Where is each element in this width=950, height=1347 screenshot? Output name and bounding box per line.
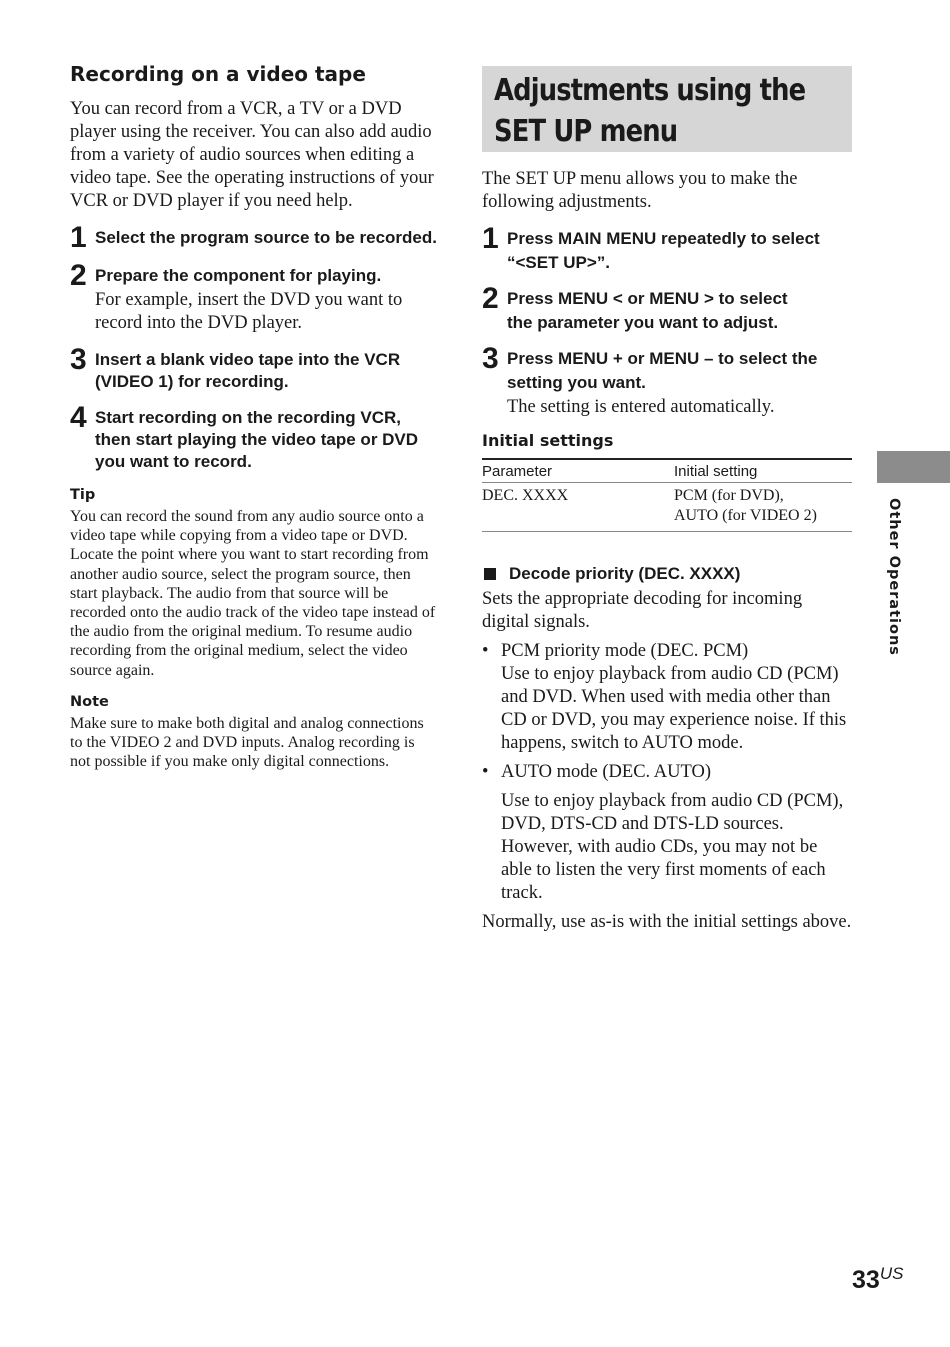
step-1	[70, 221, 438, 254]
bullet-icon: •	[482, 762, 489, 782]
decode-priority-title: Decode priority (DEC. XXXX)	[509, 564, 741, 583]
page-number-value: 33	[852, 1266, 880, 1294]
parameter-cell: DEC. XXXX	[482, 483, 674, 532]
banner-title-line-1: Adjustments using the	[494, 73, 806, 108]
list-item	[482, 761, 852, 905]
column-header-parameter: Parameter	[482, 459, 674, 483]
setup-step-2	[482, 282, 852, 334]
initial-settings-heading: Initial settings	[482, 431, 614, 450]
step-note: The setting is entered automatically.	[507, 397, 775, 417]
note-heading: Note	[70, 693, 109, 710]
step-label-line-2: “<SET UP>”.	[507, 253, 610, 272]
step-note: For example, insert the DVD you want to record into the DVD player.	[95, 290, 403, 333]
table-header-row	[482, 459, 852, 483]
step-number: 2	[482, 282, 499, 315]
step-label-line-1: Press MENU + or MENU – to select the	[507, 349, 818, 368]
intro-paragraph: You can record from a VCR, a TV or a DVD player using the receiver. You can also add audio from a variety of audio sources when editing a video tape. See the operating instructions of your VCR or DVD player if you need help.	[70, 99, 434, 211]
step-number: 2	[70, 259, 87, 292]
initial-setting-line-1: PCM (for DVD),	[674, 487, 784, 504]
right-column	[482, 66, 852, 934]
initial-setting-line-2: AUTO (for VIDEO 2)	[674, 507, 817, 524]
note-text: Make sure to make both digital and analog connections to the VIDEO 2 and DVD inputs. Analog recording is not possible if you make only digital connections.	[70, 714, 424, 771]
tip-heading: Tip	[70, 487, 96, 503]
mode-description: Use to enjoy playback from audio CD (PCM) and DVD. When used with media other than CD or DVD, you may experience noise. If this happens, switch to AUTO mode.	[501, 664, 847, 753]
setup-step-3	[482, 342, 852, 419]
step-label-line-1: Press MAIN MENU repeatedly to select	[507, 229, 820, 248]
step-number: 1	[482, 222, 499, 255]
list-item	[482, 640, 852, 755]
step-4	[70, 401, 438, 473]
tip-text: You can record the sound from any audio source onto a video tape while copying from a video tape or DVD. Locate the point where you want to start recording from another audio source, select the program source, then start playback. The audio from that source will be recorded onto the audio track of the video tape instead of the audio from the original medium. To resume audio recording from the original medium, select the video source again.	[70, 508, 436, 679]
step-label-line-2: setting you want.	[507, 373, 646, 392]
page-number	[852, 1266, 903, 1295]
step-3	[70, 343, 438, 393]
setup-intro: The SET UP menu allows you to make the following adjustments.	[482, 169, 798, 212]
decode-priority-heading	[482, 564, 852, 584]
step-number: 3	[70, 343, 87, 376]
initial-setting-cell	[674, 483, 852, 532]
page-number-suffix: US	[879, 1264, 904, 1283]
step-label: Select the program source to be recorded.	[95, 228, 437, 247]
initial-settings-table	[482, 458, 852, 532]
table-row	[482, 483, 852, 532]
mode-description: Use to enjoy playback from audio CD (PCM), DVD, DTS-CD and DTS-LD sources. However, with audio CDs, you may not be able to listen the very first moments of each track.	[501, 791, 844, 903]
mode-title: PCM priority mode (DEC. PCM)	[501, 641, 749, 661]
decode-description: Sets the appropriate decoding for incoming digital signals.	[482, 589, 803, 632]
bullet-icon: •	[482, 641, 489, 661]
side-tab-marker	[877, 451, 950, 483]
closing-paragraph: Normally, use as-is with the initial settings above.	[482, 912, 852, 932]
step-label-line-2: the parameter you want to adjust.	[507, 313, 779, 332]
banner-title-line-2: SET UP menu	[494, 114, 678, 149]
section-title: Recording on a video tape	[70, 62, 366, 86]
left-column	[70, 62, 438, 771]
mode-title: AUTO mode (DEC. AUTO)	[501, 762, 711, 782]
step-label-line-1: Press MENU < or MENU > to select	[507, 289, 788, 308]
step-number: 4	[70, 401, 87, 434]
step-number: 1	[70, 221, 87, 254]
square-bullet-icon	[484, 568, 496, 580]
step-label: Insert a blank video tape into the VCR (VIDEO 1) for recording.	[95, 350, 401, 391]
side-tab-label: Other Operations	[886, 498, 902, 656]
setup-step-1	[482, 222, 852, 274]
mode-list	[482, 640, 852, 905]
step-label: Prepare the component for playing.	[95, 266, 382, 285]
step-number: 3	[482, 342, 499, 375]
title-banner	[482, 66, 852, 152]
column-header-initial-setting: Initial setting	[674, 459, 852, 483]
step-label: Start recording on the recording VCR, then start playing the video tape or DVD you want to record.	[95, 408, 419, 471]
step-2	[70, 259, 438, 335]
